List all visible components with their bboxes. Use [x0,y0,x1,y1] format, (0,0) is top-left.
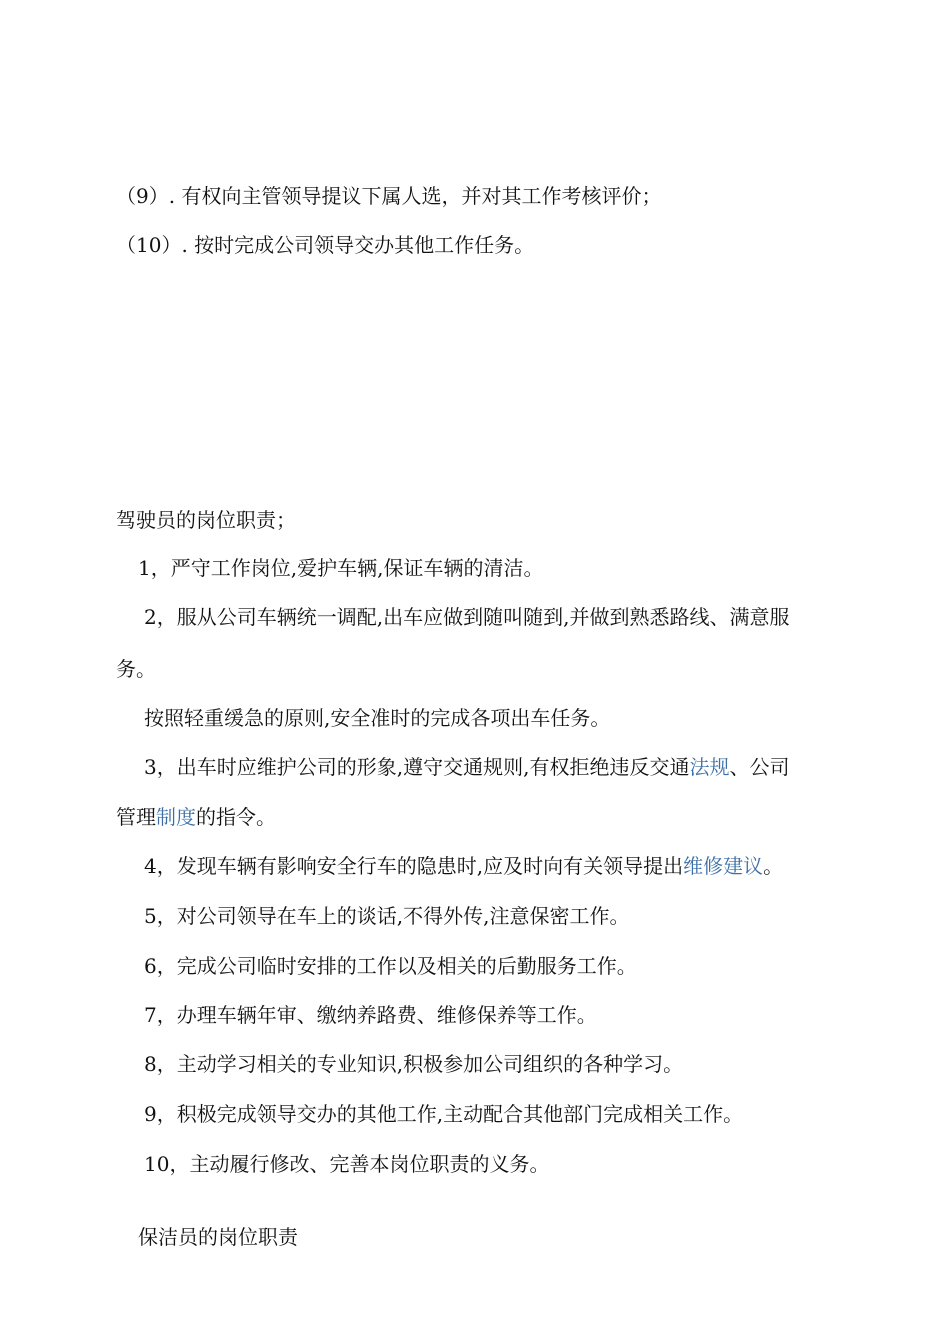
driver-duty-2-line1: 2，服从公司车辆统一调配,出车应做到随叫随到,并做到熟悉路线、满意服 [144,605,790,629]
item-10: （10）. 按时完成公司领导交办其他工作任务。 [116,233,535,257]
driver-duty-3-text-d: 的指令。 [196,805,276,829]
driver-duty-4-text-b: 。 [763,854,784,878]
driver-duty-3-line2 [116,803,276,831]
driver-duty-6: 6，完成公司临时安排的工作以及相关的后勤服务工作。 [144,954,637,978]
driver-duty-5: 5，对公司领导在车上的谈话,不得外传,注意保密工作。 [144,904,630,928]
driver-duty-9: 9，积极完成领导交办的其他工作,主动配合其他部门完成相关工作。 [144,1102,744,1126]
driver-duty-3-text-c: 管理 [116,805,156,829]
driver-duty-3-text-a: 3，出车时应维护公司的形象,遵守交通规则,有权拒绝违反交通 [144,755,690,779]
driver-duty-7: 7，办理车辆年审、缴纳养路费、维修保养等工作。 [144,1003,597,1027]
driver-duty-4 [144,852,783,880]
link-regulations[interactable]: 法规 [689,755,730,779]
driver-heading: 驾驶员的岗位职责； [116,508,296,532]
driver-duty-3-text-b: 、公司 [729,755,790,779]
link-repair-suggestion[interactable]: 维修建议 [683,854,764,878]
driver-duty-2-extra: 按照轻重缓急的原则,安全准时的完成各项出车任务。 [144,706,611,730]
item-9: （9）. 有权向主管领导提议下属人选，并对其工作考核评价； [116,184,662,208]
driver-duty-2-line2: 务。 [116,657,156,681]
driver-duty-1: 1，严守工作岗位,爱护车辆,保证车辆的清洁。 [138,556,544,580]
driver-duty-8: 8，主动学习相关的专业知识,积极参加公司组织的各种学习。 [144,1052,684,1076]
driver-duty-3-line1 [144,753,789,781]
link-system[interactable]: 制度 [156,805,196,829]
driver-duty-4-text-a: 4，发现车辆有影响安全行车的隐患时,应及时向有关领导提出 [144,854,684,878]
driver-duty-10: 10，主动履行修改、完善本岗位职责的义务。 [144,1152,550,1176]
cleaner-heading: 保洁员的岗位职责 [138,1225,298,1249]
